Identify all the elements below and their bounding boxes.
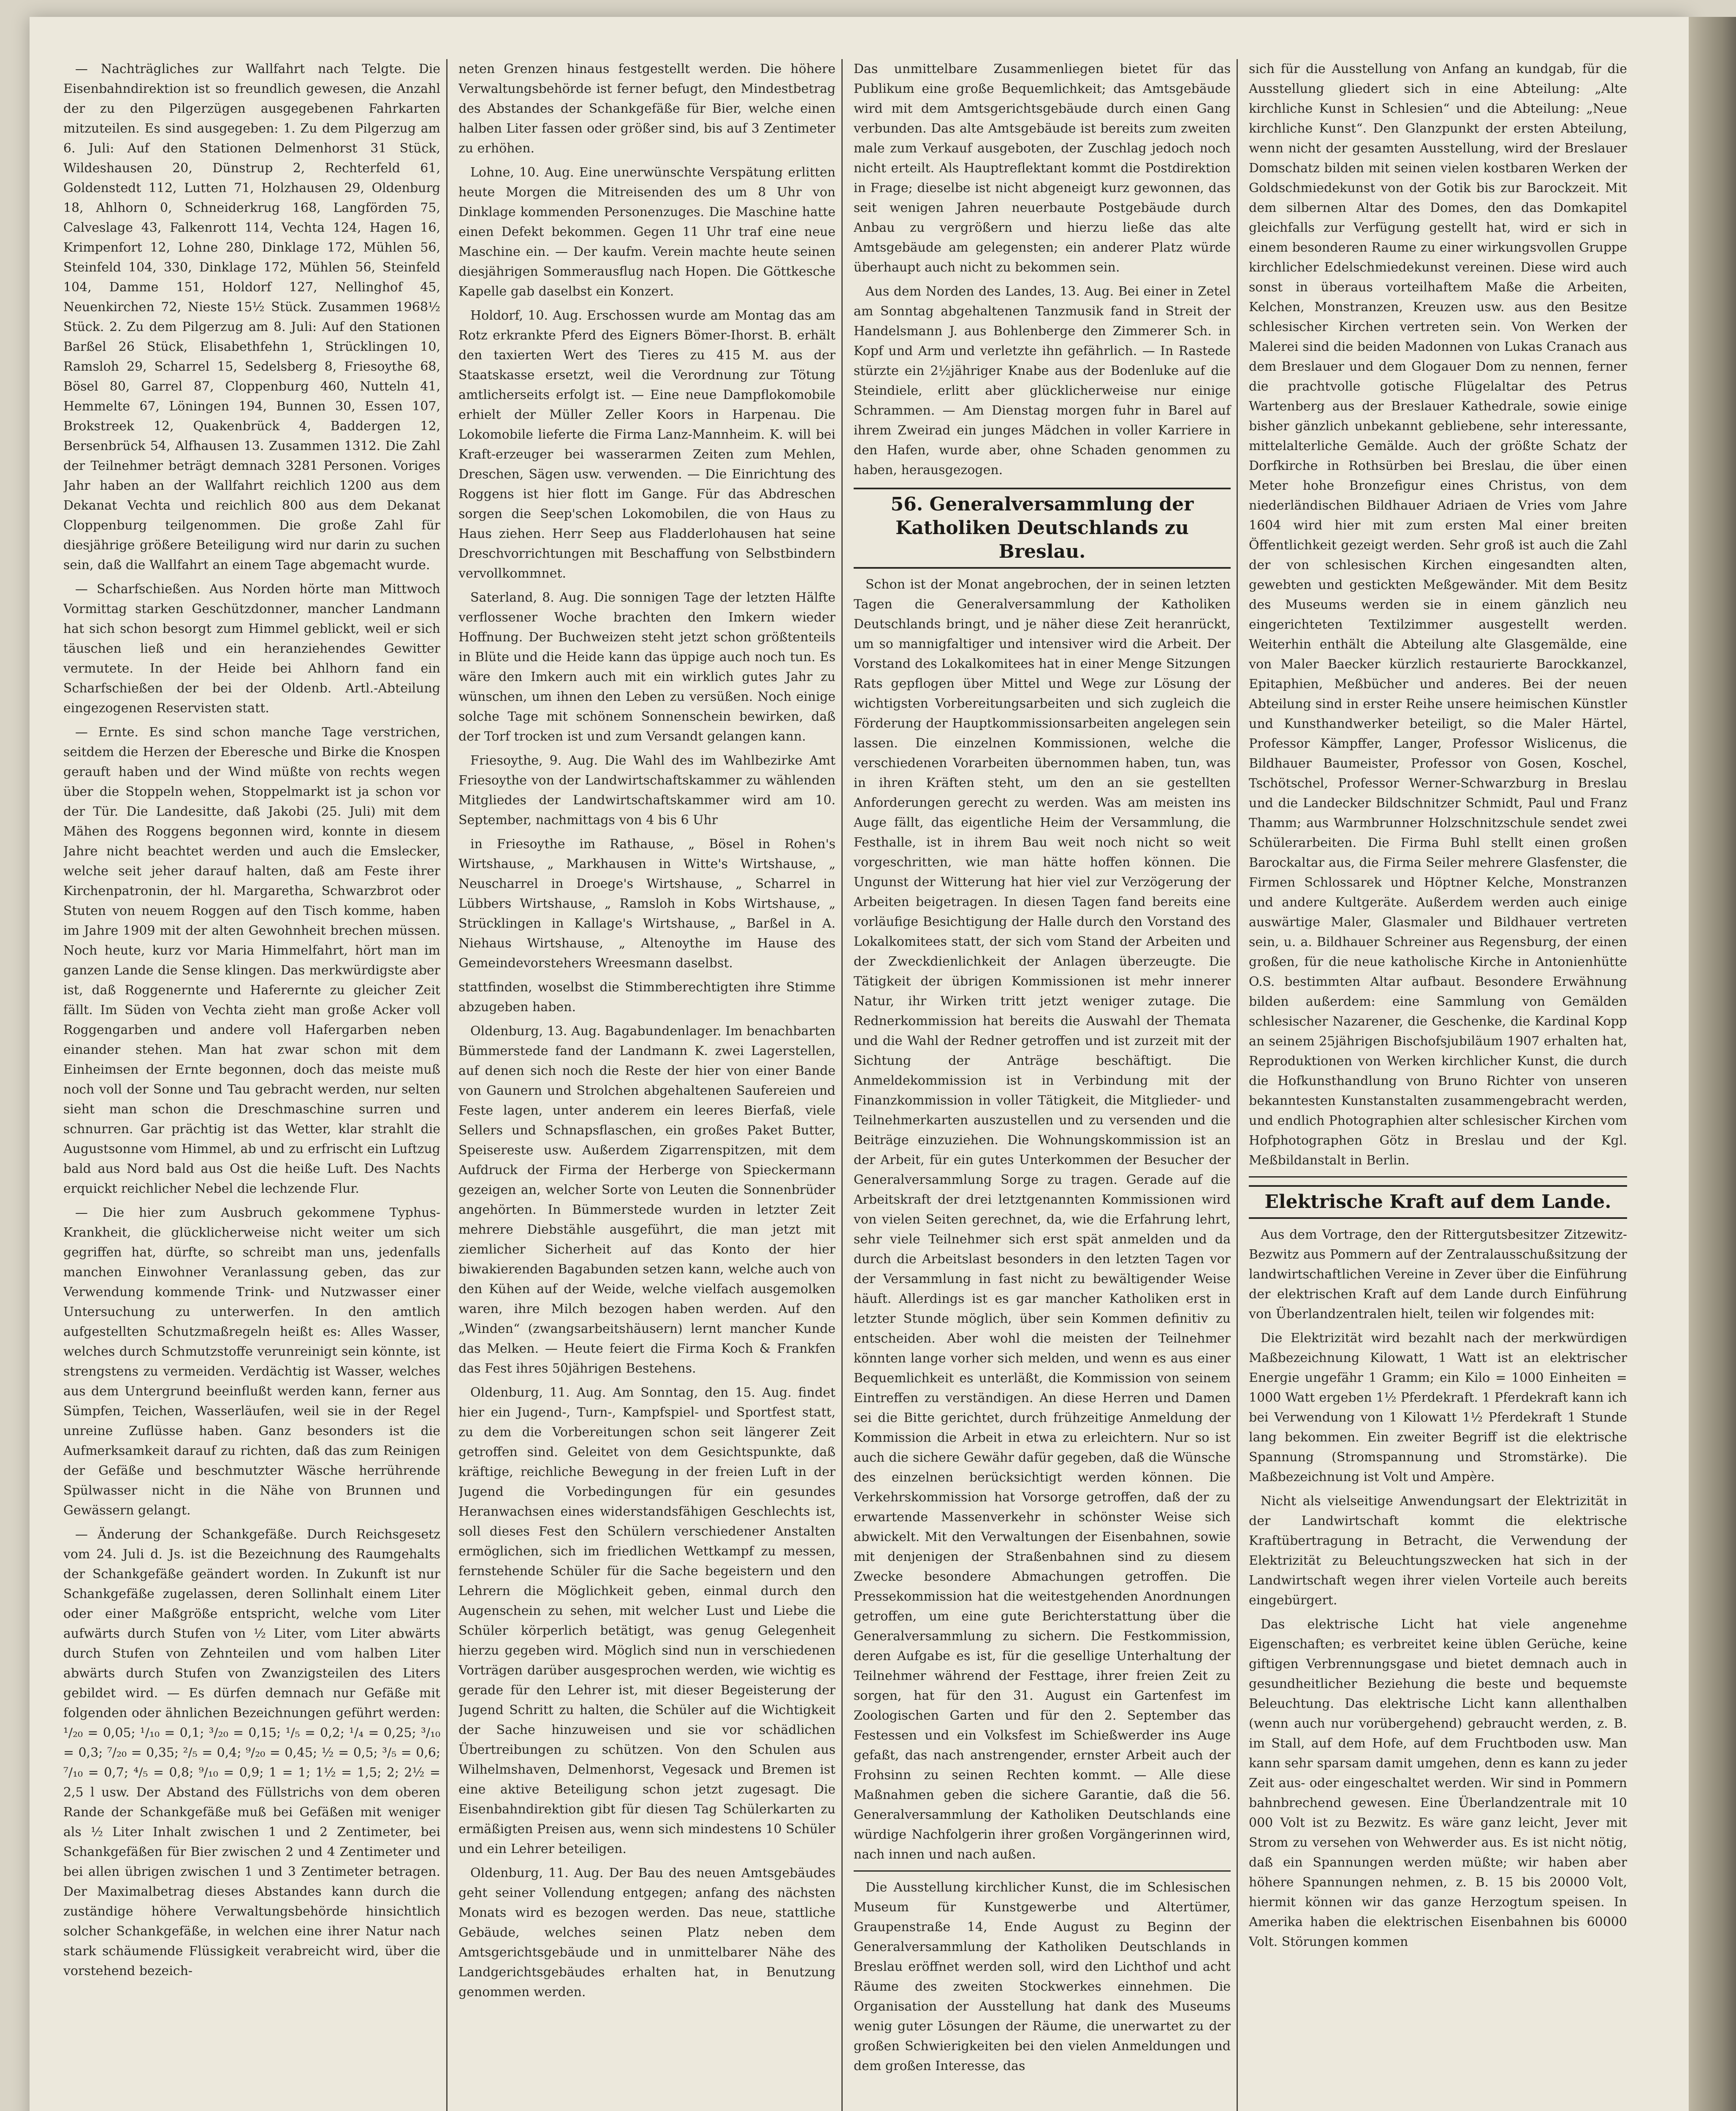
article-columns bbox=[63, 59, 1642, 2111]
article-paragraph: Oldenburg, 11. Aug. Am Sonntag, den 15. Aug. findet hier ein Jugend-, Turn-, Kampfspiel- und Sportfest statt, zu dem die Vorbereitungen schon seit längerer Zeit getroffen sind. Geleitet von dem Gesichtspunkte, daß kräftige, reichliche Bewegung in der freien Luft in der Jugend die Vorbedingungen für ein gesundes Heranwachsen eines widerstandsfähigen Geschlechts ist, soll dieses Fest den Schülern verschiedener Anstalten ermöglichen, sich im friedlichen Wettkampf zu messen, fernstehende Schüler für die Sache begeistern und den Lehrern die Möglichkeit geben, einmal durch den Augenschein zu sehen, mit welcher Lust und Liebe die Schüler körperlich betätigt, was genug Gelegenheit hierzu gegeben wird. Möglich sind nun in verschiedenen Vorträgen darüber ausgesprochen werden, wie wichtig es gerade für den Lehrer ist, mit dieser Begeisterung der Jugend Schritt zu halten, die Schüler auf die Wichtigkeit der Sache hinzuweisen und sie vor schädlichen Übertreibungen zu schützen. Von den Schulen aus Wilhelmshaven, Delmenhorst, Vegesack und Bremen ist eine aktive Beteiligung schon jetzt zugesagt. Die Eisenbahndirektion gibt für diesen Tag Schülerkarten zu ermäßigten Preisen aus, wenn sich mindestens 10 Schüler und ein Lehrer beteiligen. bbox=[458, 1385, 835, 1856]
article-paragraph: Die Elektrizität wird bezahlt nach der merkwürdigen Maßbezeichnung Kilowatt, 1 Watt ist an elektrischer Energie ungefähr 1 Gramm; ein Kilo = 1000 Einheiten = 1000 Watt ergeben 1½ Pferdekraft. 1 Pferdekraft kann ich bei Verwendung von 1 Kilowatt 1½ Pferdekraft 1 Stunde lang bekommen. Ein zweiter Begriff ist die elektrische Spannung (Stromspannung und Stromstärke). Die Maßbezeichnung ist Volt und Ampère. bbox=[1249, 1331, 1627, 1484]
column-3 bbox=[854, 59, 1238, 2111]
article-paragraph: — Änderung der Schankgefäße. Durch Reichsgesetz vom 24. Juli d. Js. ist die Bezeichnung des Raumgehalts der Schankgefäße geändert worden. In Zukunft ist nur Schankgefäße zugelassen, deren Sollinhalt einem Liter oder einer Maßgröße entspricht, welche vom Liter aufwärts durch Stufen von ½ Liter, vom Liter abwärts durch Stufen von Zehnteilen und vom halben Liter abwärts durch Stufen von Zwanzigsteilen des Liters gebildet wird. — Es dürfen demnach nur Gefäße mit folgenden oder ähnlichen Bezeichnungen geführt werden: ¹/₂₀ = 0,05; ¹/₁₀ = 0,1; ³/₂₀ = 0,15; ¹/₅ = 0,2; ¹/₄ = 0,25; ³/₁₀ = 0,3; ⁷/₂₀ = 0,35; ²/₅ = 0,4; ⁹/₂₀ = 0,45; ½ = 0,5; ³/₅ = 0,6; ⁷/₁₀ = 0,7; ⁴/₅ = 0,8; ⁹/₁₀ = 0,9; 1 = 1; 1½ = 1,5; 2; 2½ = 2,5 l usw. Der Abstand des Füllstrichs von dem oberen Rande der Schankgefäße muß bei Gefäßen mit weniger als ½ Liter Inhalt zwischen 1 und 2 Zentimeter, bei Schankgefäßen für Bier zwischen 2 und 4 Zentimeter und bei allen übrigen zwischen 1 und 3 Zentimeter betragen. Der Maximalbetrag dieses Abstandes kann durch die zuständige höhere Verwaltungsbehörde hinsichtlich solcher Schankgefäße, in welchen eine ihrer Natur nach stark schäumende Flüssigkeit verabreicht wird, über die vorstehend bezeich- bbox=[63, 1527, 440, 1978]
column-rule bbox=[1249, 1176, 1627, 1178]
article-paragraph: — Die hier zum Ausbruch gekommene Typhus-Krankheit, die glücklicherweise nicht weiter um sich gegriffen hat, dürfte, so schreibt man uns, jedenfalls manchen Einwohner Veranlassung geben, das zur Verwendung kommende Trink- und Nutzwasser einer Untersuchung zu unterwerfen. In den amtlich aufgestellten Schutzmaßregeln heißt es: Alles Wasser, welches durch Schmutzstoffe verunreinigt sein könnte, ist strengstens zu vermeiden. Verdächtig ist Wasser, welches aus dem Untergrund beeinflußt werden kann, ferner aus Sümpfen, Teichen, Wasserläufen, weil sie in der Regel unreine Zuflüsse haben. Ganz besonders ist die Aufmerksamkeit darauf zu richten, daß das zum Reinigen der Gefäße und beschmutzter Wäsche herrührende Spülwasser nicht in die Nähe von Brunnen und Gewässern gelangt. bbox=[63, 1205, 440, 1518]
article-paragraph: Die Ausstellung kirchlicher Kunst, die im Schlesischen Museum für Kunstgewerbe und Altertümer, Graupenstraße 14, Ende August zu Beginn der Generalversammlung der Katholiken Deutschlands in Breslau eröffnet werden soll, wird den Lichthof und acht Räume des zweiten Stockwerkes einnehmen. Die Organisation der Ausstellung hat dank des Museums wenig guter Lösungen der Räume, die unerwartet zu der großen Schwierigkeiten bei den vielen Anmeldungen und dem großen Interesse, das bbox=[854, 1880, 1231, 2073]
article-paragraph: Saterland, 8. Aug. Die sonnigen Tage der letzten Hälfte verflossener Woche brachten den Imkern wieder Hoffnung. Der Buchweizen steht jetzt schon größtenteils in Blüte und die Heide kann das üppige auch noch tun. Es wäre den Imkern auch mit ein wirklich gutes Jahr zu wünschen, um ihnen den Leben zu versüßen. Noch einige solche Tage mit schönem Sonnenschein bewirken, daß der Torf trocken ist und zum Versandt gelangen kann. bbox=[458, 590, 835, 744]
article-paragraph: Das unmittelbare Zusammenliegen bietet für das Publikum eine große Bequemlichkeit; das Amtsgebäude wird mit dem Amtsgerichtsgebäude durch einen Gang verbunden. Das alte Amtsgebäude ist bereits zum zweiten male zum Verkauf ausgeboten, der Zuschlag jedoch noch nicht erteilt. Als Hauptreflektant kommt die Postdirektion in Frage; dieselbe ist nicht abgeneigt kurz gewonnen, das seit wenigen Jahren neuerbaute Postgebäude durch Anbau zu vergrößern und hierzu ließe das alte Amtsgebäude am gelegensten; ein anderer Platz würde überhaupt auch nicht zu bekommen sein. bbox=[854, 62, 1231, 275]
article-paragraph: Holdorf, 10. Aug. Erschossen wurde am Montag das am Rotz erkrankte Pferd des Eigners Bömer-Ihorst. B. erhält den taxierten Wert des Tieres zu 415 M. aus der Staatskasse ersetzt, weil die Verordnung zur Tötung amtlicherseits erfolgt ist. — Eine neue Dampflokomobile erhielt der Müller Zeller Koors in Harpenau. Die Lokomobile lieferte die Firma Lanz-Mannheim. K. will bei Kraft-erzeuger bei wasserarmen Zeiten zum Mehlen, Dreschen, Sägen usw. verwenden. — Die Einrichtung des Roggens ist hier flott im Gange. Für das Abdreschen sorgen die Seep'schen Lokomobilen, die von Haus zu Haus ziehen. Herr Seep aus Fladderlohausen hat seine Dreschvorrichtungen mit Beschaffung von Selbstbindern vervollkommnet. bbox=[458, 308, 835, 581]
article-paragraph: Oldenburg, 13. Aug. Bagabundenlager. Im benachbarten Bümmerstede fand der Landmann K. zwei Lagerstellen, auf denen sich noch die Reste der hier von einer Bande von Gaunern und Strolchen abgehaltenen Saufereien und Feste lagen, unter anderem ein leeres Bierfaß, viele Sellers und Schnapsflaschen, ein großes Paket Butter, Speisereste usw. Außerdem Zigarrenspitzen, mit dem Aufdruck der Firma der Herberge von Spieckermann gezeigen an, welcher Sorte von Leuten die Sonnenbrüder angehörten. In Bümmerstede wurden in letzter Zeit mehrere Diebstähle ausgeführt, die man jetzt mit ziemlicher Sicherheit auf das Konto der hier biwakierenden Bagabunden setzen kann, welche auch von den Kühen auf der Weide, welche vielfach ausgemolken waren, ihre Milch bezogen haben werden. Auf den „Winden“ (zwangsarbeitshäusern) lernt mancher Kunde das Melken. — Heute feiert die Firma Koch & Frankfen das Fest ihres 50jährigen Bestehens. bbox=[458, 1024, 835, 1376]
page-edge-shadow bbox=[1689, 17, 1736, 2111]
article-paragraph: Aus dem Norden des Landes, 13. Aug. Bei einer in Zetel am Sonntag abgehaltenen Tanzmusik fand in Streit der Handelsmann J. aus Bohlenberge den Zimmerer Sch. in Kopf und Arm und verletzte ihn gefährlich. — In Rastede stürzte ein 2½jähriger Knabe aus der Bodenluke auf die Steindiele, erlitt aber glücklicherweise nur einige Schrammen. — Am Dienstag morgen fuhr in Barel auf ihrem Zweirad ein junges Mädchen in voller Karriere in den Hafen, wurde aber, ohne Schaden genommen zu haben, herausgezogen. bbox=[854, 284, 1231, 478]
article-paragraph: — Ernte. Es sind schon manche Tage verstrichen, seitdem die Herzen der Eberesche und Birke die Knospen gerauft haben und der Wind müßte von rechts wegen über die Stoppeln wehen, Stoppelmarkt ist ja schon vor der Tür. Die Landesitte, daß Jakobi (25. Juli) mit dem Mähen des Roggens begonnen wird, konnte in diesem Jahre nicht beachtet werden und auch die Emslecker, welche seit jeher darauf halten, daß am Feste ihrer Kirchenpatronin, der hl. Margaretha, Schwarzbrot oder Stuten von neuem Roggen auf den Tisch komme, haben im Jahre 1909 mit der alten Gewohnheit brechen müssen. Noch heute, kurz vor Maria Himmelfahrt, hört man im ganzen Lande die Sense klingen. Das merkwürdigste aber ist, daß Roggenernte und Haferernte zu gleicher Zeit fällt. Im Süden von Vechta zieht man große Acker voll Roggengarben und andere voll Hafergarben neben einander stehen. Man hat zwar schon mit dem Einheimsen der Ernte begonnen, doch das meiste muß noch voll der Sonne und Tau gebracht werden, nur selten sieht man schon die Dreschmaschine surren und schnurren. Gar prächtig ist das Wetter, klar strahlt die Augustsonne vom Himmel, ab und zu erfrischt ein Luftzug bald aus Nord bald aus Ost die heiße Luft. Des Nachts erquickt reichlicher Nebel die lechzende Flur. bbox=[63, 725, 440, 1196]
article-paragraph: stattfinden, woselbst die Stimmberechtigten ihre Stimme abzugeben haben. bbox=[458, 980, 835, 1015]
section-heading: 56. Generalversammlung der Katholiken Deutschlands zu Breslau. bbox=[854, 488, 1231, 569]
article-paragraph: in Friesoythe im Rathause, „ Bösel in Rohen's Wirtshause, „ Markhausen in Witte's Wirtshause, „ Neuscharrel in Droege's Wirtshause, „ Scharrel in Lübbers Wirtshause, „ Ramsloh in Kobs Wirtshause, „ Strücklingen in Kallage's Wirtshause, „ Barßel in A. Niehaus Wirtshause, „ Altenoythe im Hause des Gemeindevorstehers Wreesmann daselbst. bbox=[458, 837, 835, 971]
article-paragraph: sich für die Ausstellung von Anfang an kundgab, für die Ausstellung gliedert sich in eine Abteilung: „Alte kirchliche Kunst in Schlesien“ und die Abteilung: „Neue kirchliche Kunst“. Den Glanzpunkt der ersten Abteilung, wenn nicht der gesamten Ausstellung, wird der Breslauer Domschatz bilden mit seinen vielen kostbaren Werken der Goldschmiedekunst von der Gotik bis zur Barockzeit. Mit dem silbernen Altar des Domes, den das Domkapitel gleichfalls zur Verfügung gestellt hat, wird er sich in einem besonderen Raume zu einer wirkungsvollen Gruppe kirchlicher Edelschmiedekunst vereinen. Diese wird auch sonst in überaus vorteilhaftem Maße die Arbeiten, Kelchen, Monstranzen, Kreuzen usw. aus den Besitze schlesischer Kirchen vertreten sein. Von Werken der Malerei sind die beiden Madonnen von Lukas Cranach aus dem Breslauer und dem Glogauer Dom zu nennen, ferner die prachtvolle gotische Flügelaltar des Petrus Wartenberg aus der Breslauer Kathedrale, sowie einige bisher gänzlich unbekannt gebliebene, sehr interessante, mittelalterliche Gemälde. Auch der größte Schatz der Dorfkirche in Rothsürben bei Breslau, die über einen Meter hohe Bronzefigur eines Christus, von dem niederländischen Bildhauer Adriaen de Vries vom Jahre 1604 wird hier mit zum ersten Mal einer breiten Öffentlichkeit gezeigt werden. Sehr groß ist auch die Zahl der von schlesischen Kirchen eingesandten alten, gewebten und gestickten Meßgewänder. Mit dem Besitz des Museums werden sie in einem gänzlich neu eingerichteten Textilzimmer ausgestellt werden. Weiterhin enthält die Abteilung alte Glasgemälde, eine von Maler Baecker kürzlich restaurierte Barockkanzel, Epitaphien, Meßbücher und anderes. Bei der neuen Abteilung sind in erster Reihe unsere heimischen Künstler und Kunsthandwerker beteiligt, so die Maler Härtel, Professor Kämpffer, Langer, Professor Wislicenus, die Bildhauer Baumeister, Professor von Gosen, Koschel, Tschötschel, Professor Werner-Schwarzburg in Breslau und die Landecker Bildschnitzer Schmidt, Paul und Franz Thamm; aus Warmbrunner Holzschnitzschule sendet zwei Schülerarbeiten. Die Firma Buhl stellt einen großen Barockaltar aus, die Firma Seiler mehrere Glasfenster, die Firmen Schlossarek und Höptner Kelche, Monstranzen und andere Kultgeräte. Außerdem werden auch einige auswärtige Maler, Glasmaler und Bildhauer vertreten sein, u. a. Bildhauer Schreiner aus Regensburg, der einen großen, für die neue katholische Kirche in Antonienhütte O.S. bestimmten Altar aufbaut. Besondere Erwähnung bilden außerdem: eine Sammlung von Gemälden schlesischer Nazarener, die Geschenke, die Kardinal Kopp an seinem 25jährigen Bischofsjubiläum 1907 erhalten hat, Reproduktionen von Werken kirchlicher Kunst, die durch die Hofkunsthandlung von Bruno Richter von unseren bekanntesten Kunstanstalten zusammengebracht werden, und endlich Photographien alter schlesischer Kirchen vom Hofphotographen Götz in Breslau und der Kgl. Meßbildanstalt in Berlin. bbox=[1249, 62, 1627, 1168]
article-paragraph: Oldenburg, 11. Aug. Der Bau des neuen Amtsgebäudes geht seiner Vollendung entgegen; anfang des nächsten Monats wird es bezogen werden. Das neue, stattliche Gebäude, welches seinen Platz neben dem Amtsgerichtsgebäude und in unmittelbarer Nähe des Landgerichtsgebäudes erhalten hat, in Benutzung genommen werden. bbox=[458, 1866, 835, 2000]
section-heading: Elektrische Kraft auf dem Lande. bbox=[1249, 1185, 1627, 1219]
column-4 bbox=[1249, 59, 1633, 2111]
article-paragraph: Nicht als vielseitige Anwendungsart der Elektrizität in der Landwirtschaft kommt die elektrische Kraftübertragung in Betracht, die Verwendung der Elektrizität zu Beleuchtungszwecken hat sich in der Landwirtschaft wegen ihrer vielen Vorteile auch bereits eingebürgert. bbox=[1249, 1494, 1627, 1608]
article-paragraph: neten Grenzen hinaus festgestellt werden. Die höhere Verwaltungsbehörde ist ferner befugt, den Mindestbetrag des Abstandes der Schankgefäße für Bier, welche einen halben Liter fassen oder größer sind, bis auf 3 Zentimeter zu erhöhen. bbox=[458, 62, 835, 156]
article-paragraph: Aus dem Vortrage, den der Rittergutsbesitzer Zitzewitz-Bezwitz aus Pommern auf der Zentralausschußsitzung der landwirtschaftlichen Vereine in Zever über die Einführung der elektrischen Kraft auf dem Lande durch Einführung von Überlandzentralen hielt, teilen wir folgendes mit: bbox=[1249, 1227, 1627, 1321]
article-paragraph: Schon ist der Monat angebrochen, der in seinen letzten Tagen die Generalversammlung der Katholiken Deutschlands bringt, und je näher diese Zeit heranrückt, um so mannigfaltiger und intensiver wird die Arbeit. Der Vorstand des Lokalkomitees hat in einer Menge Sitzungen Rats gepflogen über Mittel und Wege zur Lösung der wichtigsten Vorbereitungsarbeiten und sich zugleich die Förderung der Hauptkommissionsarbeiten angelegen sein lassen. Die einzelnen Kommissionen, welche die verschiedenen Vorarbeiten übernommen haben, tun, was in ihren Kräften steht, um den an sie gestellten Anforderungen gerecht zu werden. Was am meisten ins Auge fällt, das eigentliche Heim der Versammlung, die Festhalle, ist in ihrem Bau weit noch nicht so weit vorgeschritten, wie man hätte hoffen können. Die Ungunst der Witterung hat hier viel zur Verzögerung der Arbeiten beigetragen. In diesen Tagen fand bereits eine vorläufige Besichtigung der Halle durch den Vorstand des Lokalkomitees statt, der sich vom Stand der Arbeiten und der Zweckdienlichkeit der Anlagen überzeugte. Die Tätigkeit der übrigen Kommissionen ist mehr innerer Natur, ihr Wirken tritt jetzt weniger zutage. Die Rednerkommission hat bereits die Auswahl der Themata und die Wahl der Redner getroffen und ist zurzeit mit der Sichtung der Anträge beschäftigt. Die Anmeldekommission ist in Verbindung mit der Finanzkommission in voller Tätigkeit, die Mitglieder- und Teilnehmerkarten auszustellen und zu versenden und die Beiträge einzuziehen. Die Wohnungskommission ist an der Arbeit, für ein gutes Unterkommen der Besucher der Generalversammlung Sorge zu tragen. Gerade auf die Arbeitskraft der drei letztgenannten Kommissionen wird von vielen Seiten gerechnet, da, wie die Erfahrung lehrt, sehr viele Teilnehmer sich erst spät anmelden und da durch die Arbeitslast besonders in den letzten Tagen vor der Versammlung in fast nicht zu bewältigender Weise häuft. Allerdings ist es gar mancher Katholiken erst in letzter Stunde möglich, über sein Kommen definitiv zu entscheiden. Aber wohl die meisten der Teilnehmer könnten lange vorher sich melden, und wenn es aus einer Bequemlichkeit es unterläßt, die Kommission von seinem Eintreffen zu verständigen. An diese Herren und Damen sei die Bitte gerichtet, durch frühzeitige Anmeldung der Kommission die Arbeit in etwa zu erleichtern. Nur so ist auch die sichere Gewähr dafür gegeben, daß die Wünsche des einzelnen berücksichtigt werden können. Die Verkehrskommission hat Vorsorge getroffen, daß der zu erwartende Massenverkehr in schönster Weise sich abwickelt. Mit den Verwaltungen der Eisenbahnen, sowie mit denjenigen der Straßenbahnen sind zu diesem Zwecke besondere Abmachungen getroffen. Die Pressekommission hat die weitestgehenden Anordnungen getroffen, um eine gute Berichterstattung über die Generalversammlung zu sichern. Die Festkommission, deren Aufgabe es ist, für die gesellige Unterhaltung der Teilnehmer während der Festtage, ihrer freien Zeit zu sorgen, hat für den 31. August ein Gartenfest im Zoologischen Garten und für den 2. September das Festessen und ein Volksfest im Schießwerder ins Auge gefaßt, das nach anstrengender, ernster Arbeit auch der Frohsinn zu seinen Rechten kommt. — Alle diese Maßnahmen geben die sichere Garantie, daß die 56. Generalversammlung der Katholiken Deutschlands eine würdige Nachfolgerin ihrer großen Vorgängerinnen wird, nach innen und nach außen. bbox=[854, 577, 1231, 1862]
column-1 bbox=[63, 59, 448, 2111]
column-rule bbox=[854, 1870, 1231, 1872]
article-paragraph: Friesoythe, 9. Aug. Die Wahl des im Wahlbezirke Amt Friesoythe von der Landwirtschaftskammer zu wählenden Mitgliedes der Landwirtschaftskammer wird am 10. September, nachmittags von 4 bis 6 Uhr bbox=[458, 753, 835, 828]
article-paragraph: Das elektrische Licht hat viele angenehme Eigenschaften; es verbreitet keine üblen Gerüche, keine giftigen Verbrennungsgase und bietet demnach auch in gesundheitlicher Beziehung die beste und bequemste Beleuchtung. Das elektrische Licht kann allenthalben (wenn auch nur vorübergehend) gebraucht werden, z. B. im Stall, auf dem Hofe, auf dem Fruchtboden usw. Man kann sehr sparsam damit umgehen, denn es kann zu jeder Zeit aus- oder eingeschaltet werden. Wir sind in Pommern bahnbrechend gewesen. Eine Überlandzentrale mit 10 000 Volt ist zu Bezwitz. Es wäre ganz leicht, Jever mit Strom zu versehen von Wehwerder aus. Es ist nicht nötig, daß ein Spannungen werden müßte; wir haben aber höhere Spannungen nehmen, z. B. 15 bis 20000 Volt, hiermit können wir das ganze Herzogtum speisen. In Amerika haben die elektrischen Eisenbahnen bis 60000 Volt. Störungen kommen bbox=[1249, 1617, 1627, 1949]
article-paragraph: — Scharfschießen. Aus Norden hörte man Mittwoch Vormittag starken Geschützdonner, mancher Landmann hat sich schon besorgt zum Himmel geblickt, weil er sich täuschen ließ und ein heranziehendes Gewitter vermutete. In der Heide bei Ahlhorn fand ein Scharfschießen der bei der Oldenb. Artl.-Abteilung eingezogenen Reservisten statt. bbox=[63, 582, 440, 716]
article-paragraph: Lohne, 10. Aug. Eine unerwünschte Verspätung erlitten heute Morgen die Mitreisenden des um 8 Uhr von Dinklage kommenden Personenzuges. Die Maschine hatte einen Defekt bekommen. Gegen 11 Uhr traf eine neue Maschine ein. — Der kaufm. Verein machte heute seinen diesjährigen Sommerausflug nach Hopen. Die Göttkesche Kapelle gab daselbst ein Konzert. bbox=[458, 165, 835, 299]
column-2 bbox=[458, 59, 843, 2111]
article-paragraph: — Nachträgliches zur Wallfahrt nach Telgte. Die Eisenbahndirektion ist so freundlich gewesen, die Anzahl der zu den Pilgerzügen ausgegebenen Fahrkarten mitzuteilen. Es sind ausgegeben: 1. Zu dem Pilgerzug am 6. Juli: Auf den Stationen Delmenhorst 31 Stück, Wildeshausen 20, Dünstrup 2, Rechterfeld 61, Goldenstedt 112, Lutten 71, Holzhausen 29, Oldenburg 18, Ahlhorn 0, Schneiderkrug 168, Langförden 75, Calveslage 43, Falkenrott 114, Vechta 124, Hagen 16, Krimpenfort 12, Lohne 280, Dinklage 172, Mühlen 56, Steinfeld 104, 330, Dinklage 172, Mühlen 56, Steinfeld 104, Damme 151, Holdorf 127, Nellinghof 45, Neuenkirchen 72, Nieste 15½ Stück. Zusammen 1968½ Stück. 2. Zu dem Pilgerzug am 8. Juli: Auf den Stationen Barßel 26 Stück, Elisabethfehn 1, Strücklingen 10, Ramsloh 29, Scharrel 15, Sedelsberg 8, Friesoythe 68, Bösel 80, Garrel 87, Cloppenburg 460, Nutteln 41, Hemmelte 67, Löningen 194, Bunnen 30, Essen 107, Brokstreek 12, Quakenbrück 4, Baddergen 12, Bersenbrück 54, Alfhausen 13. Zusammen 1312. Die Zahl der Teilnehmer beträgt demnach 3281 Personen. Voriges Jahr haben an der Wallfahrt reichlich 1200 aus dem Dekanat Vechta und reichlich 800 aus dem Dekanat Cloppenburg teilgenommen. Die große Zahl für diesjährige größere Beteiligung wird nur darin zu suchen sein, daß die Wallfahrt an einem Tage abgemacht wurde. bbox=[63, 62, 440, 573]
